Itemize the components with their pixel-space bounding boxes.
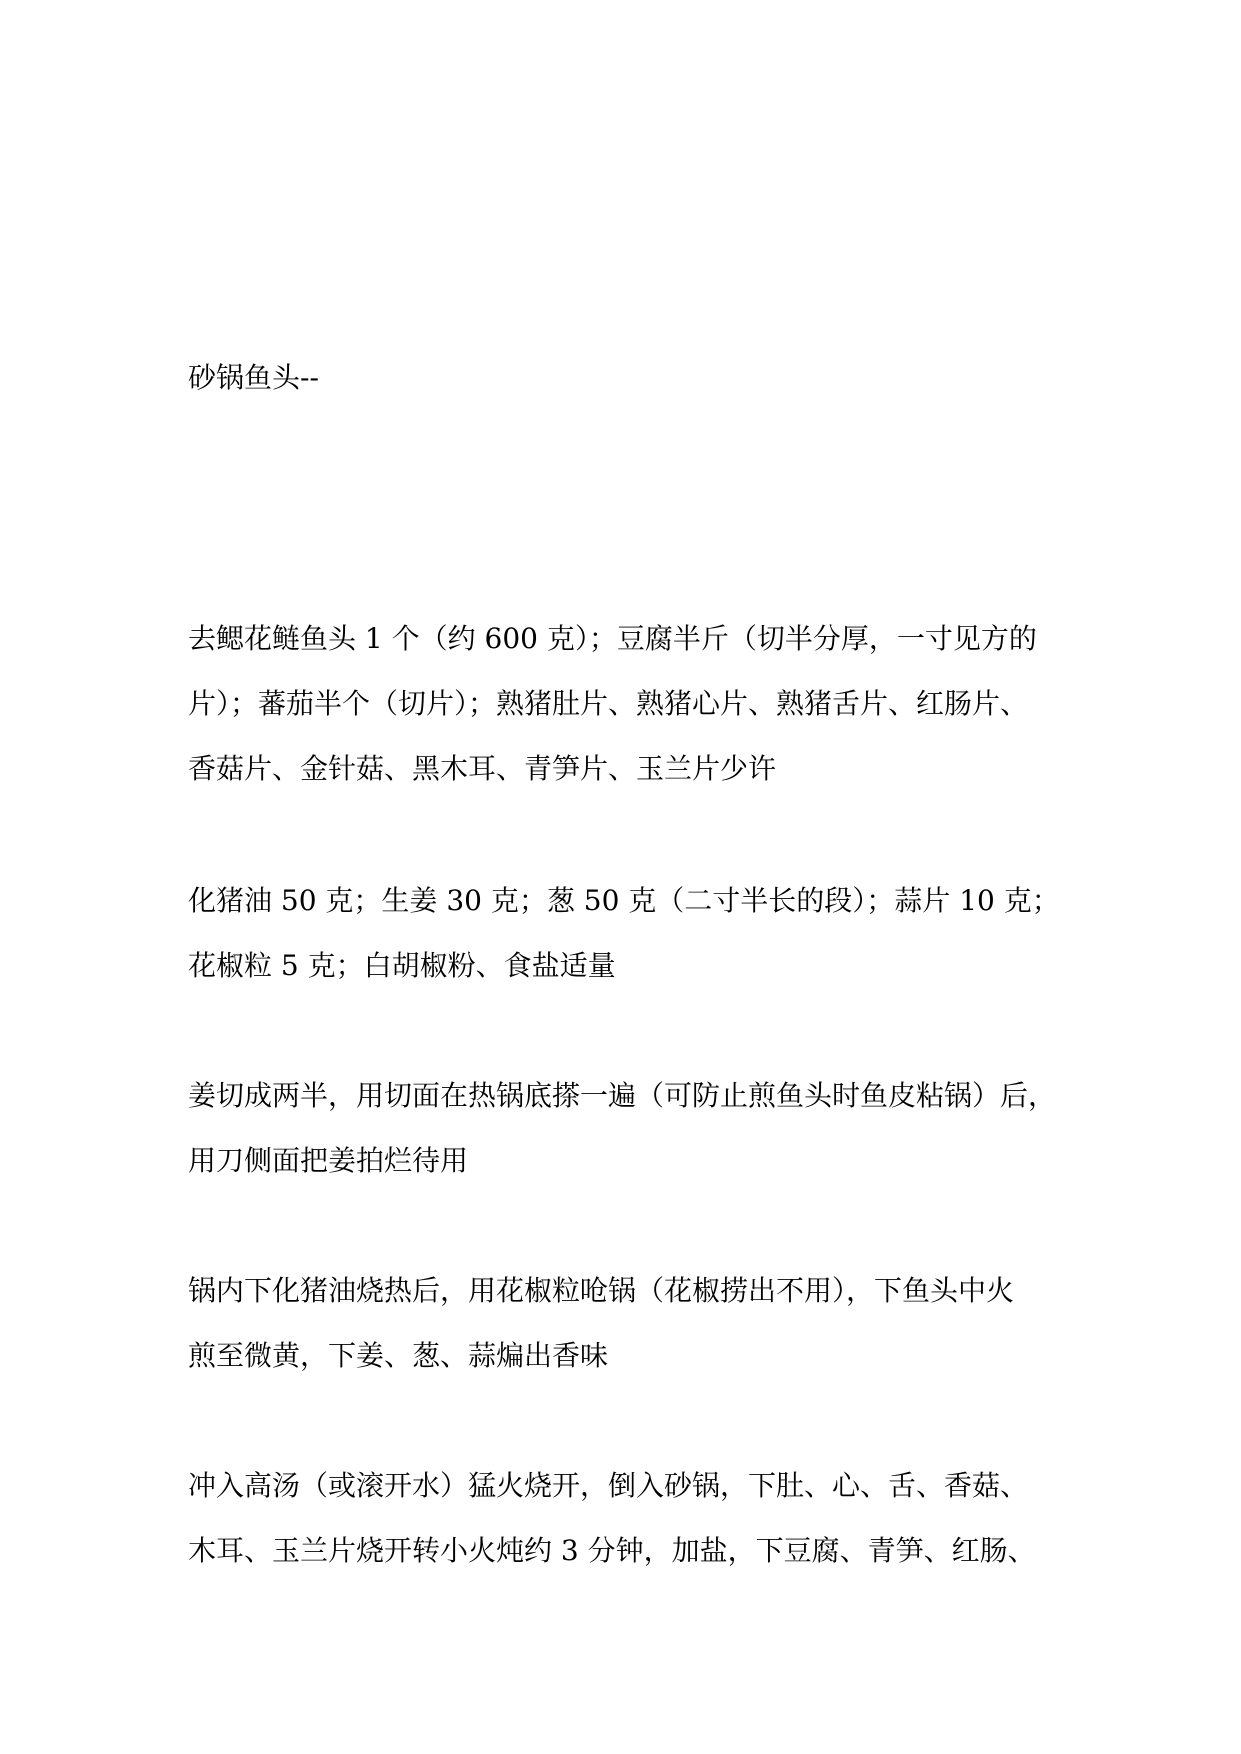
text-line: 煎至微黄，下姜、葱、蒜煸出香味: [188, 1339, 609, 1372]
text-line: 姜切成两半，用切面在热锅底搽一遍（可防止煎鱼头时鱼皮粘锅）后，: [188, 1079, 1057, 1112]
text-line: 冲入高汤（或滚开水）猛火烧开，倒入砂锅，下肚、心、舌、香菇、: [188, 1469, 1029, 1502]
text-line: 锅内下化猪油烧热后，用花椒粒呛锅（花椒捞出不用），下鱼头中火: [188, 1274, 1015, 1307]
text-line: 片）；蕃茄半个（切片）；熟猪肚片、熟猪心片、熟猪舌片、红肠片、: [188, 687, 1029, 720]
recipe-title: 砂锅鱼头--: [188, 361, 319, 394]
text-line: 用刀侧面把姜拍烂待用: [188, 1144, 469, 1177]
text-line: 香菇片、金针菇、黑木耳、青笋片、玉兰片少许: [188, 752, 777, 785]
text-line: 化猪油 50 克；生姜 30 克；葱 50 克（二寸半长的段）；蒜片 10 克；: [188, 884, 1060, 917]
text-line: 去鳃花鲢鱼头 1 个（约 600 克）；豆腐半斤（切半分厚，一寸见方的: [188, 622, 1037, 655]
text-line: 木耳、玉兰片烧开转小火炖约 3 分钟，加盐，下豆腐、青笋、红肠、: [188, 1534, 1036, 1567]
text-line: 花椒粒 5 克；白胡椒粉、食盐适量: [188, 949, 616, 982]
